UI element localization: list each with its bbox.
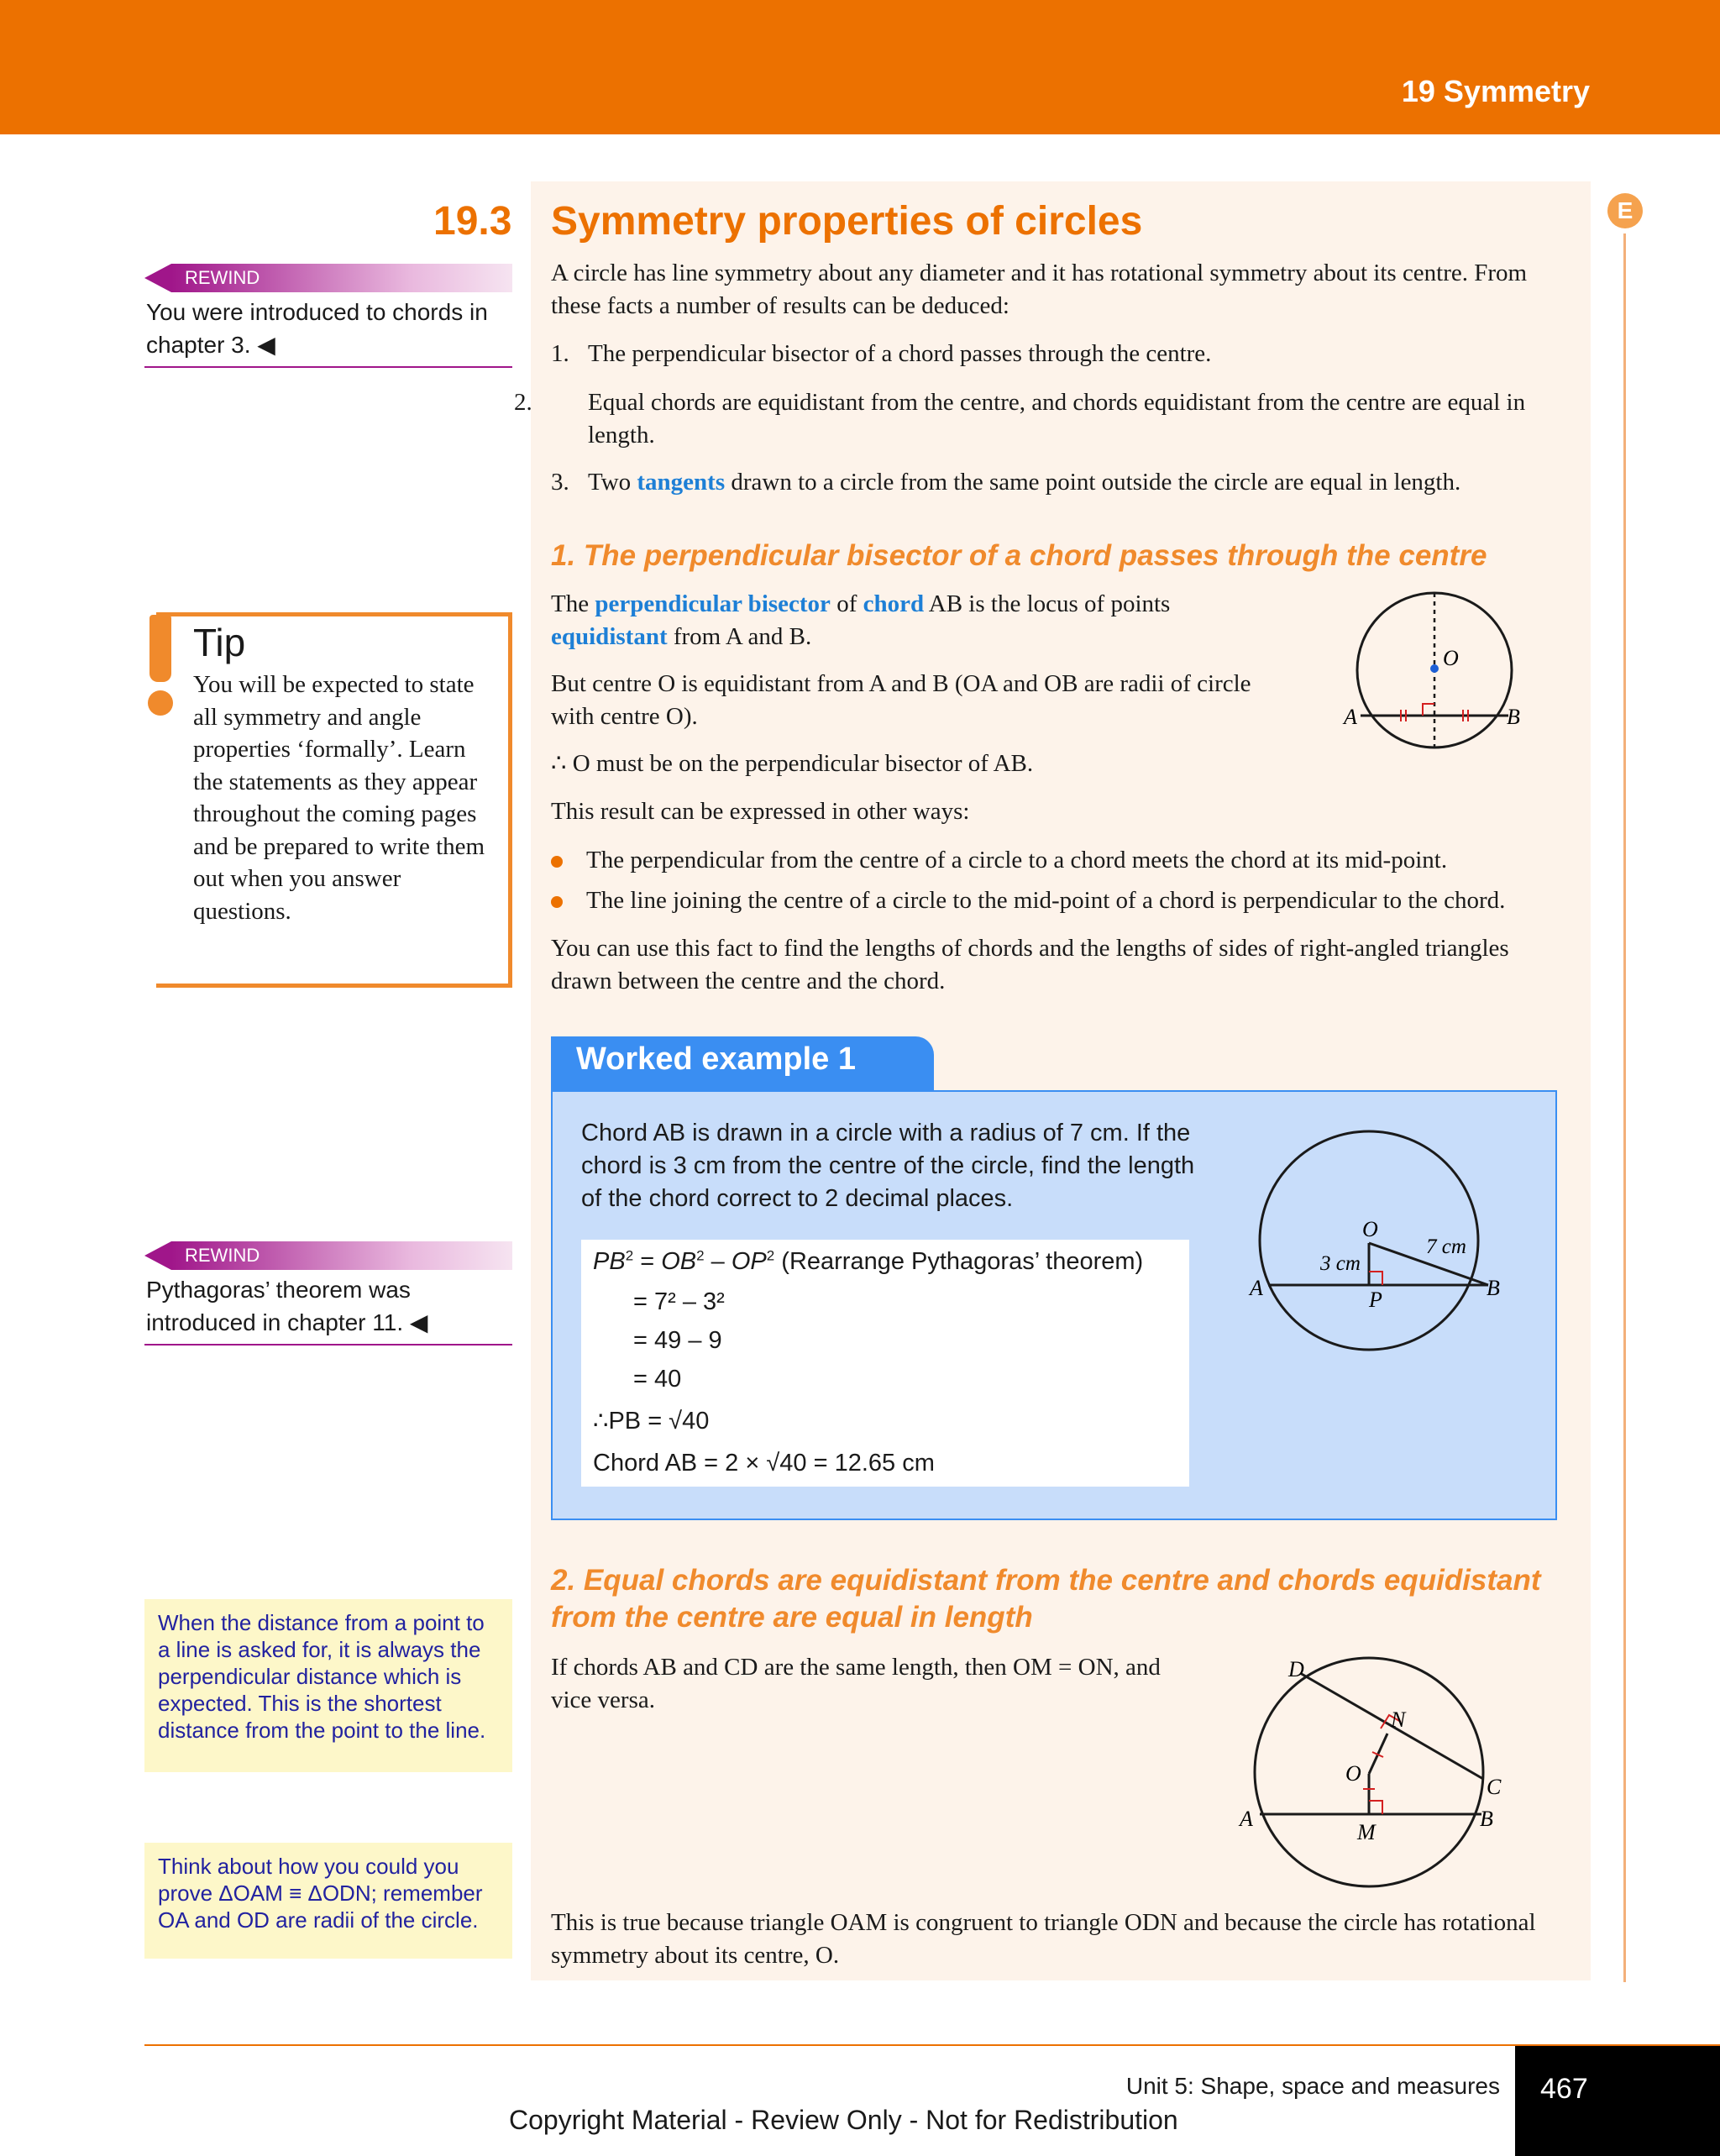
bullet-item: The line joining the centre of a circle to the mid-point of a chord is perpendicular to the chord. <box>551 884 1505 917</box>
part1-paragraph-4: This result can be expressed in other ways: <box>551 798 970 825</box>
diagram-perpendicular-bisector <box>1344 588 1545 756</box>
keyword-chord[interactable]: chord <box>863 590 925 617</box>
part1-paragraph-5: You can use this fact to find the lengths of chords and the lengths of sides of right-angled triangles drawn between the centre and the chord. <box>551 935 1509 994</box>
part2-heading: 2. Equal chords are equidistant from the centre and chords equidistant from the centre are equal in length <box>551 1564 1541 1634</box>
solution-line-4: = 40 <box>633 1366 682 1393</box>
rewind-arrow-icon <box>144 264 171 292</box>
rewind-tag <box>144 264 512 292</box>
label-b: B <box>1487 1276 1500 1300</box>
bullet-dot <box>551 856 563 868</box>
part1-paragraph-1: The perpendicular bisector of chord AB is the locus of points equidistant from A and B. <box>551 590 1171 650</box>
label-c: C <box>1487 1775 1502 1799</box>
part2-paragraph-1: If chords AB and CD are the same length, then OM = ON, and vice versa. <box>551 1654 1161 1713</box>
intro-paragraph: A circle has line symmetry about any diameter and it has rotational symmetry about its centre. From these facts a number of results can be deduced: <box>551 260 1528 319</box>
exclamation-icon <box>149 615 171 682</box>
centre-point <box>1430 664 1439 673</box>
worked-example-solution <box>581 1240 1189 1487</box>
page-number: 467 <box>1540 2073 1588 2105</box>
margin-note-distance: When the distance from a point to a line is asked for, it is always the perpendicular distance which is expected. This is the shortest distance from the point to the line. <box>144 1599 512 1772</box>
rewind-note-pythagoras <box>144 1241 512 1346</box>
keyword-tangents[interactable]: tangents <box>637 469 726 496</box>
part1-paragraph-3: ∴ O must be on the perpendicular bisector of AB. <box>551 750 1034 777</box>
section-title: Symmetry properties of circles <box>551 199 1143 244</box>
keyword-equidistant[interactable]: equidistant <box>551 623 668 650</box>
result-1: 1. The perpendicular bisector of a chord passes through the centre. <box>551 340 1212 367</box>
result-2: 2. Equal chords are equidistant from the centre, and chords equidistant from the centre are equal in length. <box>514 389 1526 449</box>
exclamation-dot-icon <box>148 690 173 716</box>
part1-heading: 1. The perpendicular bisector of a chord passes through the centre <box>551 539 1487 572</box>
label-o: O <box>1345 1761 1361 1786</box>
part1-paragraph-2: But centre O is equidistant from A and B (OA and OB are radii of circle with centre O). <box>551 670 1251 730</box>
label-o: O <box>1443 646 1459 670</box>
diagram-worked-example <box>1243 1119 1500 1362</box>
worked-example-title: Worked example 1 <box>576 1041 857 1077</box>
label-b: B <box>1480 1807 1493 1831</box>
rewind-text: You were introduced to chords in chapter 3. ◀ <box>146 299 488 358</box>
label-a: A <box>1250 1276 1263 1300</box>
footer-divider <box>144 2044 1720 2046</box>
right-angle-mark <box>1423 704 1434 716</box>
diagram-equal-chords <box>1231 1646 1517 1898</box>
solution-line-2: = 7² – 3² <box>633 1288 725 1315</box>
worked-example-question: Chord AB is drawn in a circle with a radius of 7 cm. If the chord is 3 cm from the centre of the circle, find the length of the chord correct to 2 decimal places. <box>581 1120 1195 1212</box>
chapter-title: 19 Symmetry <box>1401 74 1590 108</box>
right-angle-mark <box>1369 1272 1382 1285</box>
solution-line-5: ∴PB = √40 <box>593 1408 710 1435</box>
rewind-tag <box>144 1241 512 1270</box>
bullet-dot <box>551 896 563 908</box>
rewind-arrow-icon <box>144 1241 171 1270</box>
solution-line-3: = 49 – 9 <box>633 1327 722 1354</box>
label-a: A <box>1344 705 1357 729</box>
rewind-label: REWIND <box>185 1245 260 1266</box>
keyword-perpendicular-bisector[interactable]: perpendicular bisector <box>595 590 831 617</box>
tip-text: You will be expected to state all symmetry and angle properties ‘formally’. Learn the statements as they appear throughout the coming pages and be prepared to write them out when you answer questions. <box>193 671 485 925</box>
label-d: D <box>1288 1657 1304 1681</box>
footer-unit-title: Unit 5: Shape, space and measures <box>1125 2073 1500 2099</box>
label-n: N <box>1391 1707 1406 1732</box>
label-radius: 7 cm <box>1426 1235 1466 1258</box>
rewind-text: Pythagoras’ theorem was introduced in chapter 11. ◀ <box>146 1277 428 1335</box>
section-number: 19.3 <box>433 199 512 244</box>
solution-line-6: Chord AB = 2 × √40 = 12.65 cm <box>593 1450 935 1477</box>
label-m: M <box>1357 1820 1376 1844</box>
rewind-note-chords <box>144 264 512 368</box>
extended-badge: E <box>1607 193 1643 228</box>
tip-title: Tip <box>193 621 246 664</box>
result-3: 3. Two tangents drawn to a circle from the same point outside the circle are equal in length. <box>551 469 1461 496</box>
segment-on <box>1369 1734 1387 1774</box>
solution-line-1: $PB^2 = OB^2 - OP^2$ (Rearrange Pythagoras’ theorem) <box>593 1247 1144 1275</box>
label-p: P <box>1369 1288 1382 1312</box>
right-angle-mark <box>1369 1801 1382 1814</box>
extended-timeline-bar <box>1623 233 1626 1982</box>
copyright-notice: Copyright Material - Review Only - Not for Redistribution <box>509 2105 1178 2135</box>
label-a: A <box>1240 1807 1253 1831</box>
margin-note-congruence: Think about how you could you prove ΔOAM ≡ ΔODN; remember OA and OD are radii of the circle. <box>144 1843 512 1959</box>
label-o: O <box>1362 1217 1378 1241</box>
label-b: B <box>1507 705 1520 729</box>
rewind-label: REWIND <box>185 267 260 288</box>
bullet-item: The perpendicular from the centre of a circle to a chord meets the chord at its mid-point. <box>551 844 1447 877</box>
part2-paragraph-2: This is true because triangle OAM is congruent to triangle ODN and because the circle has rotational symmetry about its centre, O. <box>551 1909 1536 1969</box>
label-distance: 3 cm <box>1320 1252 1361 1275</box>
chapter-header-bar <box>0 0 1720 134</box>
